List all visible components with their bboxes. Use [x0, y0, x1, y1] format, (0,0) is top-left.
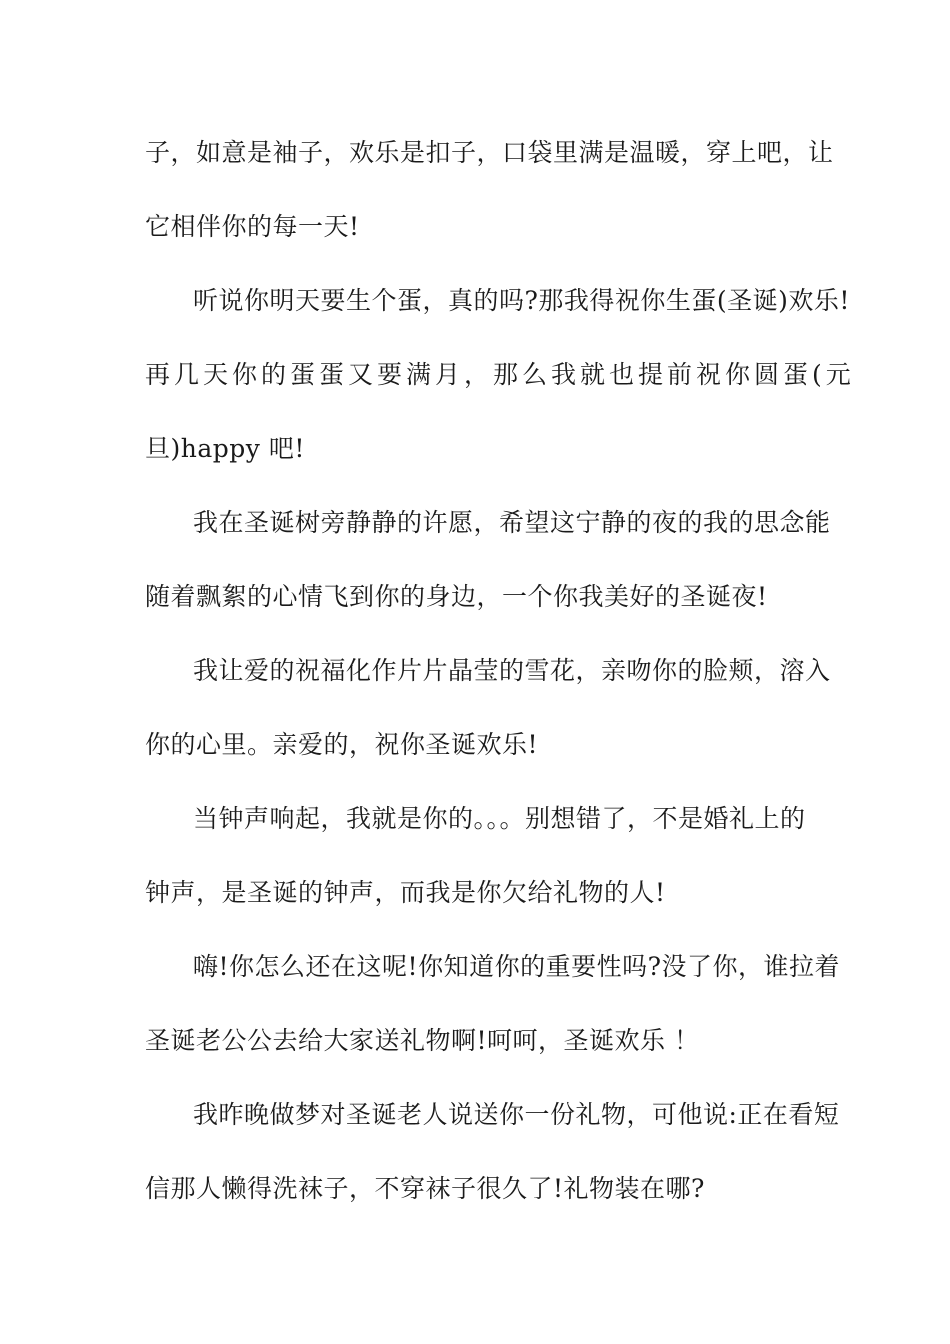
paragraph-start-line: 我让爱的祝福化作片片晶莹的雪花，亲吻你的脸颊，溶入: [193, 656, 831, 685]
text-line: 钟声，是圣诞的钟声，而我是你欠给礼物的人!: [145, 878, 666, 907]
text-line: 再几天你的蛋蛋又要满月，那么我就也提前祝你圆蛋(元: [145, 360, 855, 389]
paragraph-start-line: 嗨!你怎么还在这呢!你知道你的重要性吗?没了你，谁拉着: [193, 952, 840, 981]
paragraph-start-line: 当钟声响起，我就是你的。。。别想错了，不是婚礼上的: [193, 804, 806, 833]
text-line: 你的心里。亲爱的，祝你圣诞欢乐!: [145, 730, 539, 759]
text-line: 旦)happy 吧!: [145, 434, 305, 463]
text-line: 信那人懒得洗袜子，不穿袜子很久了!礼物装在哪?: [145, 1174, 705, 1203]
paragraph-start-line: 听说你明天要生个蛋，真的吗?那我得祝你生蛋(圣诞)欢乐!: [193, 286, 850, 315]
text-line: 子，如意是袖子，欢乐是扣子，口袋里满是温暖，穿上吧，让: [145, 138, 834, 167]
text-line: 圣诞老公公去给大家送礼物啊!呵呵，圣诞欢乐 ！: [145, 1026, 700, 1055]
document-body: [145, 128, 855, 1238]
paragraph-start-line: 我昨晚做梦对圣诞老人说送你一份礼物，可他说:正在看短: [193, 1100, 840, 1129]
paragraph-start-line: 我在圣诞树旁静静的许愿，希望这宁静的夜的我的思念能: [193, 508, 831, 537]
text-line: 随着飘絮的心情飞到你的身边，一个你我美好的圣诞夜!: [145, 582, 768, 611]
text-line: 它相伴你的每一天!: [145, 212, 360, 241]
